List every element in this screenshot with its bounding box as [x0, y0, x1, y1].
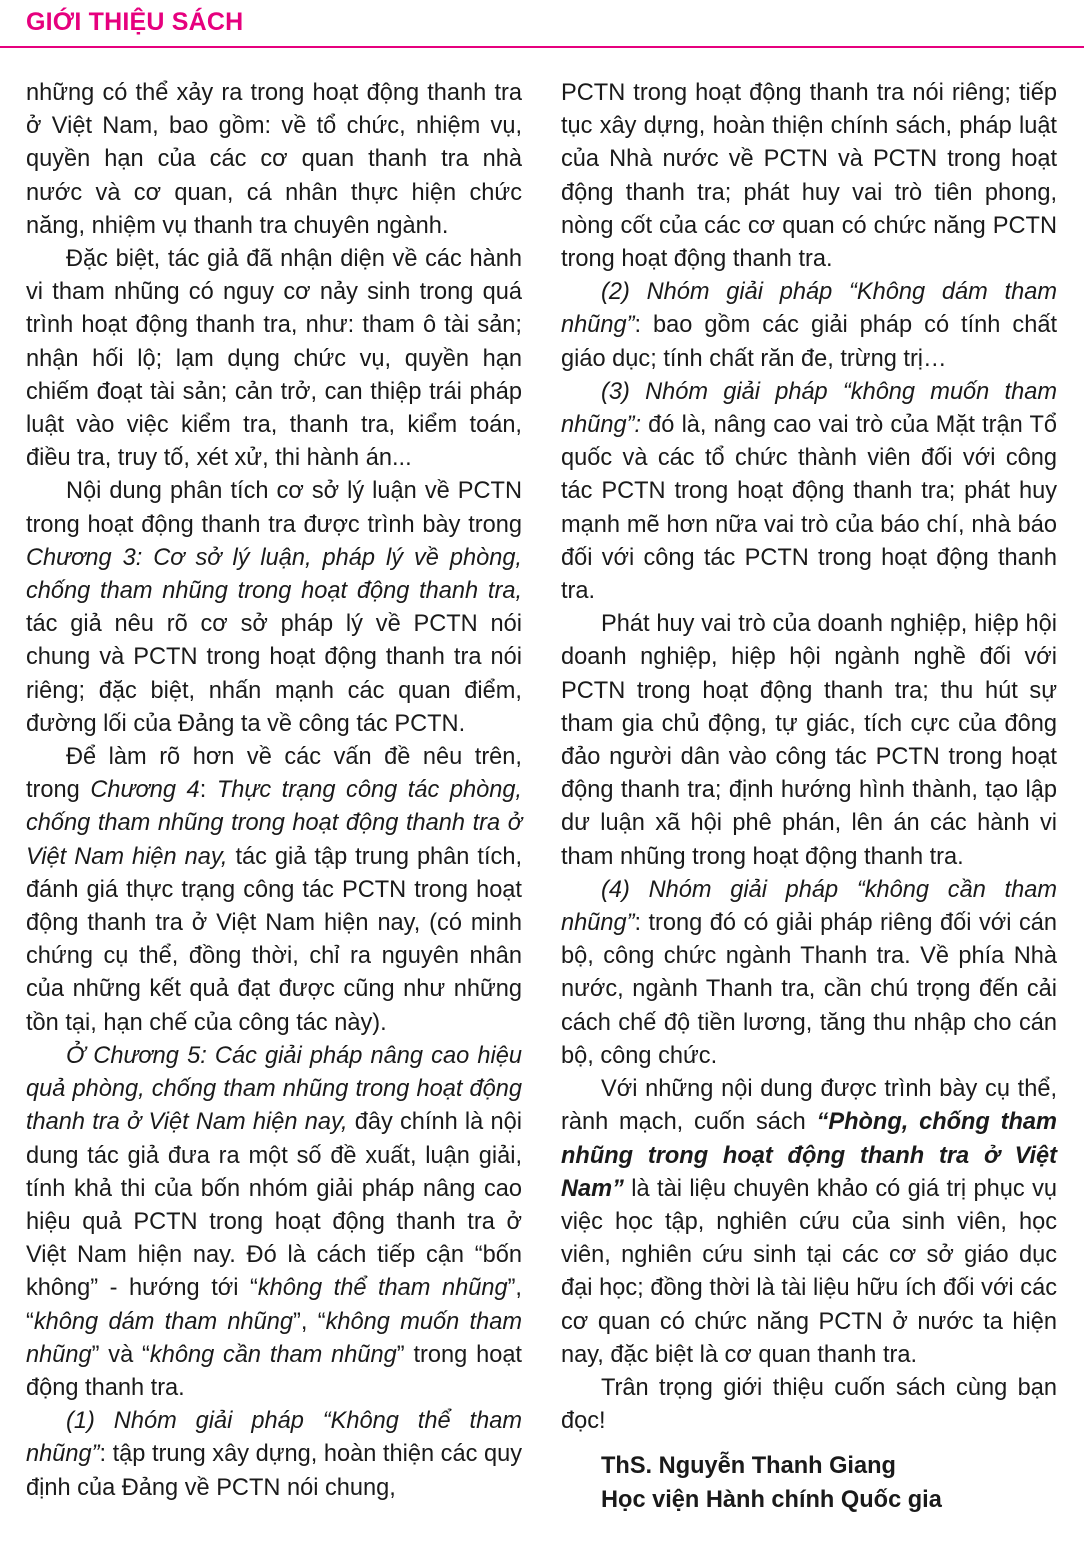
paragraph: Nội dung phân tích cơ sở lý luận về PCTN trong hoạt động thanh tra được trình bày trong Chương 3: Cơ sở lý luận, pháp lý về phòng, chống tham nhũng trong hoạt động thanh tra, tác giả nêu rõ cơ sở pháp lý về PCTN nói chung và PCTN trong hoạt động thanh tra nói riêng; đặc biệt, nhấn mạnh các quan điểm, đường lối của Đảng ta về công tác PCTN. — [26, 478, 522, 737]
right-column — [561, 77, 1057, 1517]
left-column — [26, 77, 522, 1505]
paragraph: (2) Nhóm giải pháp “Không dám tham nhũng”: bao gồm các giải pháp có tính chất giáo dục; tính chất răn đe, trừng trị… — [561, 279, 1057, 372]
paragraph: Trân trọng giới thiệu cuốn sách cùng bạn đọc! — [561, 1374, 1057, 1435]
paragraph: (4) Nhóm giải pháp “không cần tham nhũng”: trong đó có giải pháp riêng đối với cán bộ, công chức ngành Thanh tra. Về phía Nhà nước, ngành Thanh tra, cần chú trọng đến cải cách chế độ tiền lương, tăng thu nhập cho cán bộ, công chức. — [561, 876, 1057, 1069]
paragraph: (3) Nhóm giải pháp “không muốn tham nhũng”: đó là, nâng cao vai trò của Mặt trận Tổ quốc và các tổ chức thành viên đối với công tác PCTN trong hoạt động thanh tra; phát huy mạnh mẽ hơn nữa vai trò của báo chí, nhà báo đối với công tác PCTN trong hoạt động thanh tra. — [561, 378, 1057, 605]
paragraph: những có thể xảy ra trong hoạt động thanh tra ở Việt Nam, bao gồm: về tổ chức, nhiệm vụ, quyền hạn của các cơ quan thanh tra nhà nước và cơ quan, cá nhân thực hiện chức năng, nhiệm vụ thanh tra chuyên ngành. — [26, 80, 522, 239]
paragraph: Ở Chương 5: Các giải pháp nâng cao hiệu quả phòng, chống tham nhũng trong hoạt động thanh tra ở Việt Nam hiện nay, đây chính là nội dung tác giả đưa ra một số đề xuất, luận giải, tính khả thi của bốn nhóm giải pháp nâng cao hiệu quả PCTN trong hoạt động thanh tra ở Việt Nam hiện nay. Đó là cách tiếp cận “bốn không” - hướng tới “không thể tham nhũng”, “không dám tham nhũng”, “không muốn tham nhũng” và “không cần tham nhũng” trong hoạt động thanh tra. — [26, 1042, 522, 1401]
paragraph: Với những nội dung được trình bày cụ thể, rành mạch, cuốn sách “Phòng, chống tham nhũng trong hoạt động thanh tra ở Việt Nam” là tài liệu chuyên khảo có giá trị phục vụ việc học tập, nghiên cứu của sinh viên, học viên, nghiên cứu sinh tại các cơ sở giáo dục đại học; đồng thời là tài liệu hữu ích đối với các cơ quan có chức năng PCTN ở nước ta hiện nay, đặc biệt là cơ quan thanh tra. — [561, 1076, 1057, 1368]
header-divider — [0, 46, 1084, 48]
paragraph: Phát huy vai trò của doanh nghiệp, hiệp hội doanh nghiệp, hiệp hội ngành nghề đối với PCTN trong hoạt động thanh tra; thu hút sự tham gia chủ động, tự giác, tích cực của đông đảo người dân vào công tác PCTN trong hoạt động thanh tra; định hướng hình thành, tạo lập dư luận xã hội phê phán, lên án các hành vi tham nhũng trong hoạt động thanh tra. — [561, 611, 1057, 870]
paragraph: PCTN trong hoạt động thanh tra nói riêng; tiếp tục xây dựng, hoàn thiện chính sách, pháp luật của Nhà nước về PCTN và PCTN trong hoạt động thanh tra; phát huy vai trò tiên phong, nòng cốt của các cơ quan có chức năng PCTN trong hoạt động thanh tra. — [561, 80, 1057, 273]
author-affiliation: Học viện Hành chính Quốc gia — [601, 1486, 942, 1513]
paragraph: Đặc biệt, tác giả đã nhận diện về các hành vi tham nhũng có nguy cơ nảy sinh trong quá trình hoạt động thanh tra, như: tham ô tài sản; nhận hối lộ; lạm dụng chức vụ, quyền hạn chiếm đoạt tài sản; cản trở, can thiệp trái pháp luật vào việc kiểm tra, thanh tra, kiểm toán, điều tra, truy tố, xét xử, thi hành án... — [26, 246, 522, 472]
paragraph: Để làm rõ hơn về các vấn đề nêu trên, trong Chương 4: Thực trạng công tác phòng, chống tham nhũng trong hoạt động thanh tra ở Việt Nam hiện nay, tác giả tập trung phân tích, đánh giá thực trạng công tác PCTN trong hoạt động thanh tra ở Việt Nam hiện nay, (có minh chứng cụ thể, đồng thời, chỉ ra nguyên nhân của những kết quả đạt được cũng như những tồn tại, hạn chế của công tác này). — [26, 744, 522, 1036]
author-name: ThS. Nguyễn Thanh Giang — [601, 1453, 896, 1480]
paragraph: (1) Nhóm giải pháp “Không thể tham nhũng”: tập trung xây dựng, hoàn thiện các quy định của Đảng về PCTN nói chung, — [26, 1408, 522, 1501]
section-title: GIỚI THIỆU SÁCH — [26, 8, 244, 36]
